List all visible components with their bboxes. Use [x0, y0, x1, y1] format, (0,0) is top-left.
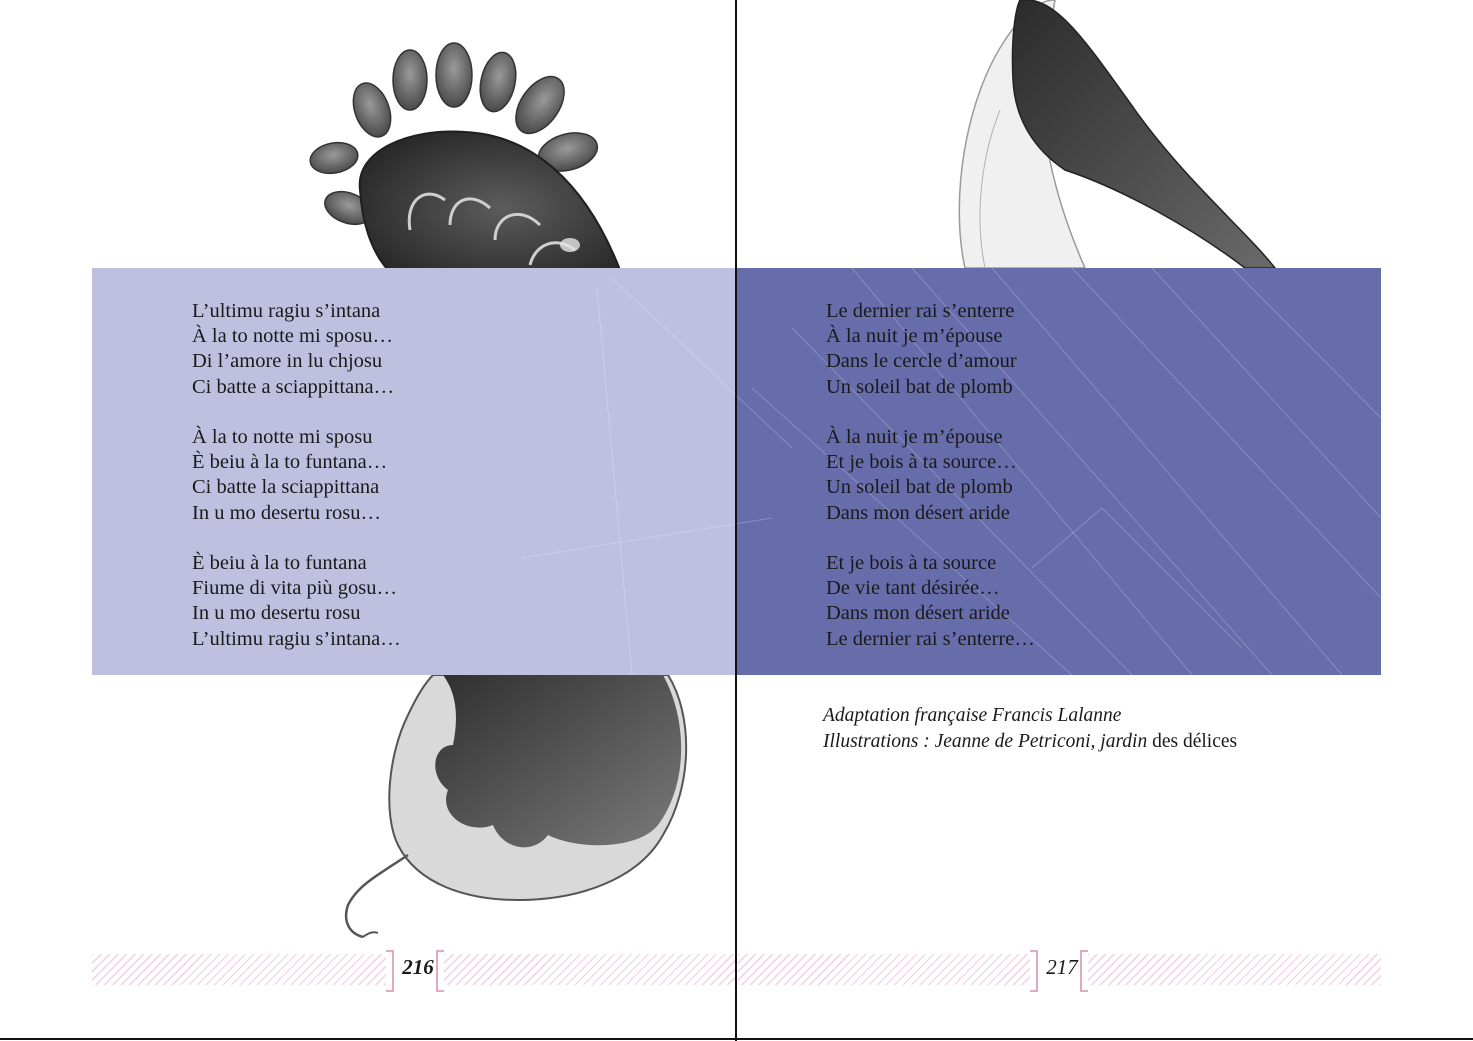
book-spine — [735, 0, 737, 1041]
footer-stripe — [738, 954, 1030, 985]
stanza — [826, 299, 1035, 400]
poem-line: Ci batte a sciappittana… — [192, 375, 395, 398]
adaptation-credit: Adaptation française Francis Lalanne — [823, 705, 1122, 726]
poem-line: In u mo desertu rosu… — [192, 501, 382, 524]
poem-line: Dans le cercle d’amour — [826, 350, 1017, 373]
poem-line: In u mo desertu rosu — [192, 602, 361, 625]
poem-line: È beiu à la to funtana — [192, 552, 367, 574]
footer-stripe — [444, 954, 735, 985]
illustration-credit — [823, 729, 1237, 755]
poem-line: À la nuit je m’épouse — [826, 325, 1003, 348]
poem-line: L’ultimu ragiu s’intana… — [192, 627, 401, 650]
page-number-right: 217 — [1046, 955, 1078, 979]
poem-line: Le dernier rai s’enterre — [826, 300, 1015, 322]
poem-line: Et je bois à ta source — [826, 552, 997, 574]
poem-line: Dans mon désert aride — [826, 602, 1010, 625]
credits — [823, 703, 1237, 754]
flower-illustration — [300, 40, 620, 270]
poem-line: Ci batte la sciappittana — [192, 476, 380, 499]
poem-line: L’ultimu ragiu s’intana — [192, 300, 381, 322]
footer-bracket — [386, 950, 394, 992]
poem-line: À la nuit je m’épouse — [826, 426, 1003, 448]
poem-line: À la to notte mi sposu… — [192, 325, 394, 348]
poem-band-left — [92, 268, 736, 675]
footer-bracket — [1030, 950, 1038, 992]
footer-stripe — [92, 954, 386, 985]
stanza — [192, 551, 401, 652]
poem-line: Le dernier rai s’enterre… — [826, 627, 1035, 650]
stanza — [192, 299, 401, 400]
poem-line: Fiume di vita più gosu… — [192, 577, 397, 600]
poem-french — [826, 299, 1035, 652]
footer-bracket — [436, 950, 444, 992]
poem-line: Et je bois à ta source… — [826, 451, 1017, 474]
illustration-credit-title: des délices — [1147, 730, 1238, 752]
poem-line: Un soleil bat de plomb — [826, 375, 1013, 398]
stanza — [826, 425, 1035, 526]
stanza — [192, 425, 401, 526]
bottom-rule — [0, 1038, 1473, 1040]
stanza — [826, 551, 1035, 652]
poem-line: De vie tant désirée… — [826, 577, 1000, 600]
footer-bracket — [1080, 950, 1088, 992]
page-number-left: 216 — [402, 955, 434, 979]
poem-line: Un soleil bat de plomb — [826, 476, 1013, 499]
poem-corsican — [192, 299, 401, 652]
poem-line: È beiu à la to funtana… — [192, 451, 388, 474]
poem-line: Di l’amore in lu chjosu — [192, 350, 383, 373]
heart-fruit-illustration — [318, 675, 698, 945]
poem-line: Dans mon désert aride — [826, 501, 1010, 524]
footer-stripe — [1088, 954, 1381, 985]
leaf-illustration — [945, 0, 1280, 268]
illustration-credit-text: Illustrations : Jeanne de Petriconi, jardin — [823, 730, 1148, 752]
poem-line: À la to notte mi sposu — [192, 426, 373, 448]
